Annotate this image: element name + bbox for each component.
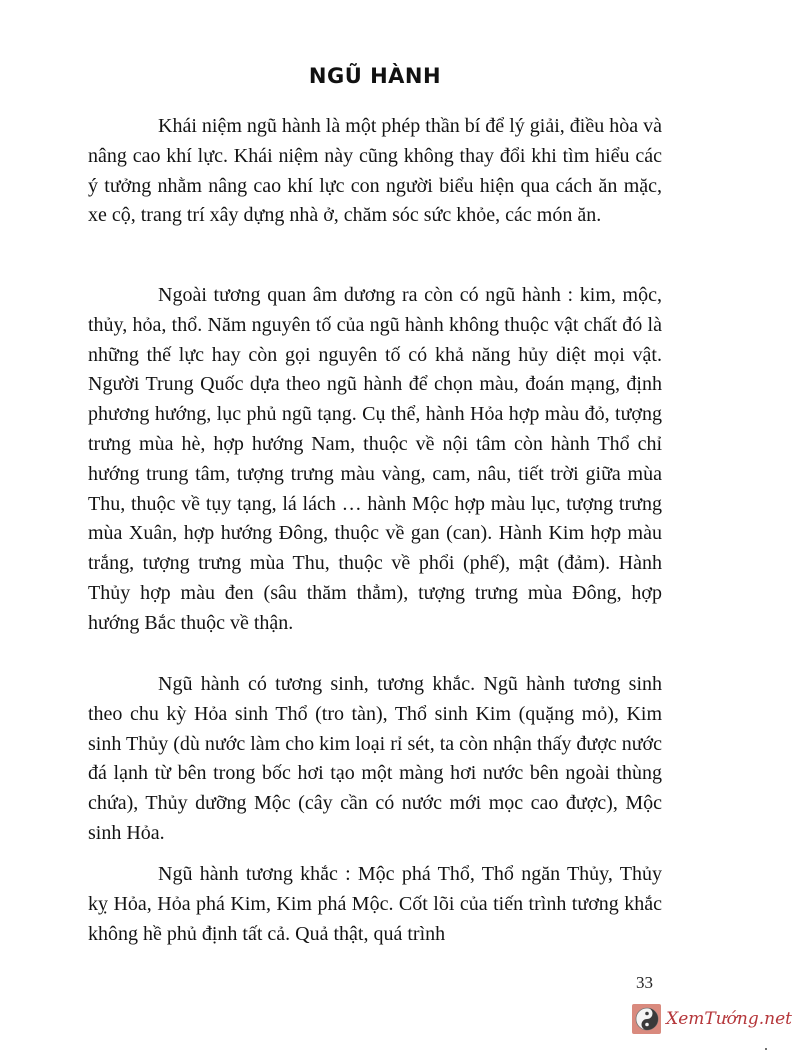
scan-speck: [765, 1048, 767, 1050]
logo-box: [632, 1004, 661, 1034]
watermark-logo: [632, 1002, 792, 1036]
paragraph-2: Ngoài tương quan âm dương ra còn có ngũ hành : kim, mộc, thủy, hỏa, thổ. Năm nguyên tố của ngũ hành không thuộc vật chất đó là những thế lực hay còn gọi nguyên tố có khả năng hủy diệt mọi vật. Người Trung Quốc dựa theo ngũ hành để chọn màu, đoán mạng, định phương hướng, lục phủ ngũ tạng. Cụ thể, hành Hỏa hợp màu đỏ, tượng trưng mùa hè, hợp hướng Nam, thuộc về nội tâm còn hành Thổ chỉ hướng trung tâm, tượng trưng màu vàng, cam, nâu, tiết trời giữa mùa Thu, thuộc về tụy tạng, lá lách … hành Mộc hợp màu lục, tượng trưng mùa Xuân, hợp hướng Đông, thuộc về gan (can). Hành Kim hợp màu trắng, tượng trưng mùa Thu, thuộc về phổi (phế), mật (đảm). Hành Thủy hợp màu đen (sâu thăm thẳm), tượng trưng mùa Đông, hợp hướng Bắc thuộc về thận.: [88, 284, 662, 634]
paragraph-4: Ngũ hành tương khắc : Mộc phá Thổ, Thổ ngăn Thủy, Thủy kỵ Hỏa, Hỏa phá Kim, Kim phá Mộc. Cốt lõi của tiến trình tương khắc không hề phủ định tất cả. Quả thật, quá trình: [88, 863, 662, 945]
yin-yang-icon: [635, 1007, 659, 1031]
watermark-text: XemTướng.net: [666, 1009, 792, 1029]
page-title: NGŨ HÀNH: [308, 64, 442, 88]
page-number: 33: [636, 973, 653, 992]
paragraph-3: Ngũ hành có tương sinh, tương khắc. Ngũ hành tương sinh theo chu kỳ Hỏa sinh Thổ (tro tàn), Thổ sinh Kim (quặng mỏ), Kim sinh Thủy (dù nước làm cho kim loại rỉ sét, ta còn nhận thấy được nước đá lạnh từ bên trong bốc hơi tạo một màng hơi nước bên ngoài thùng chứa), Thủy dưỡng Mộc (cây cần có nước mới mọc cao được), Mộc sinh Hỏa.: [88, 673, 662, 844]
paragraph-1: Khái niệm ngũ hành là một phép thần bí để lý giải, điều hòa và nâng cao khí lực. Khái niệm này cũng không thay đổi khi tìm hiểu các ý tưởng nhằm nâng cao khí lực con người biểu hiện qua cách ăn mặc, xe cộ, trang trí xây dựng nhà ở, chăm sóc sức khỏe, các món ăn.: [88, 115, 662, 227]
